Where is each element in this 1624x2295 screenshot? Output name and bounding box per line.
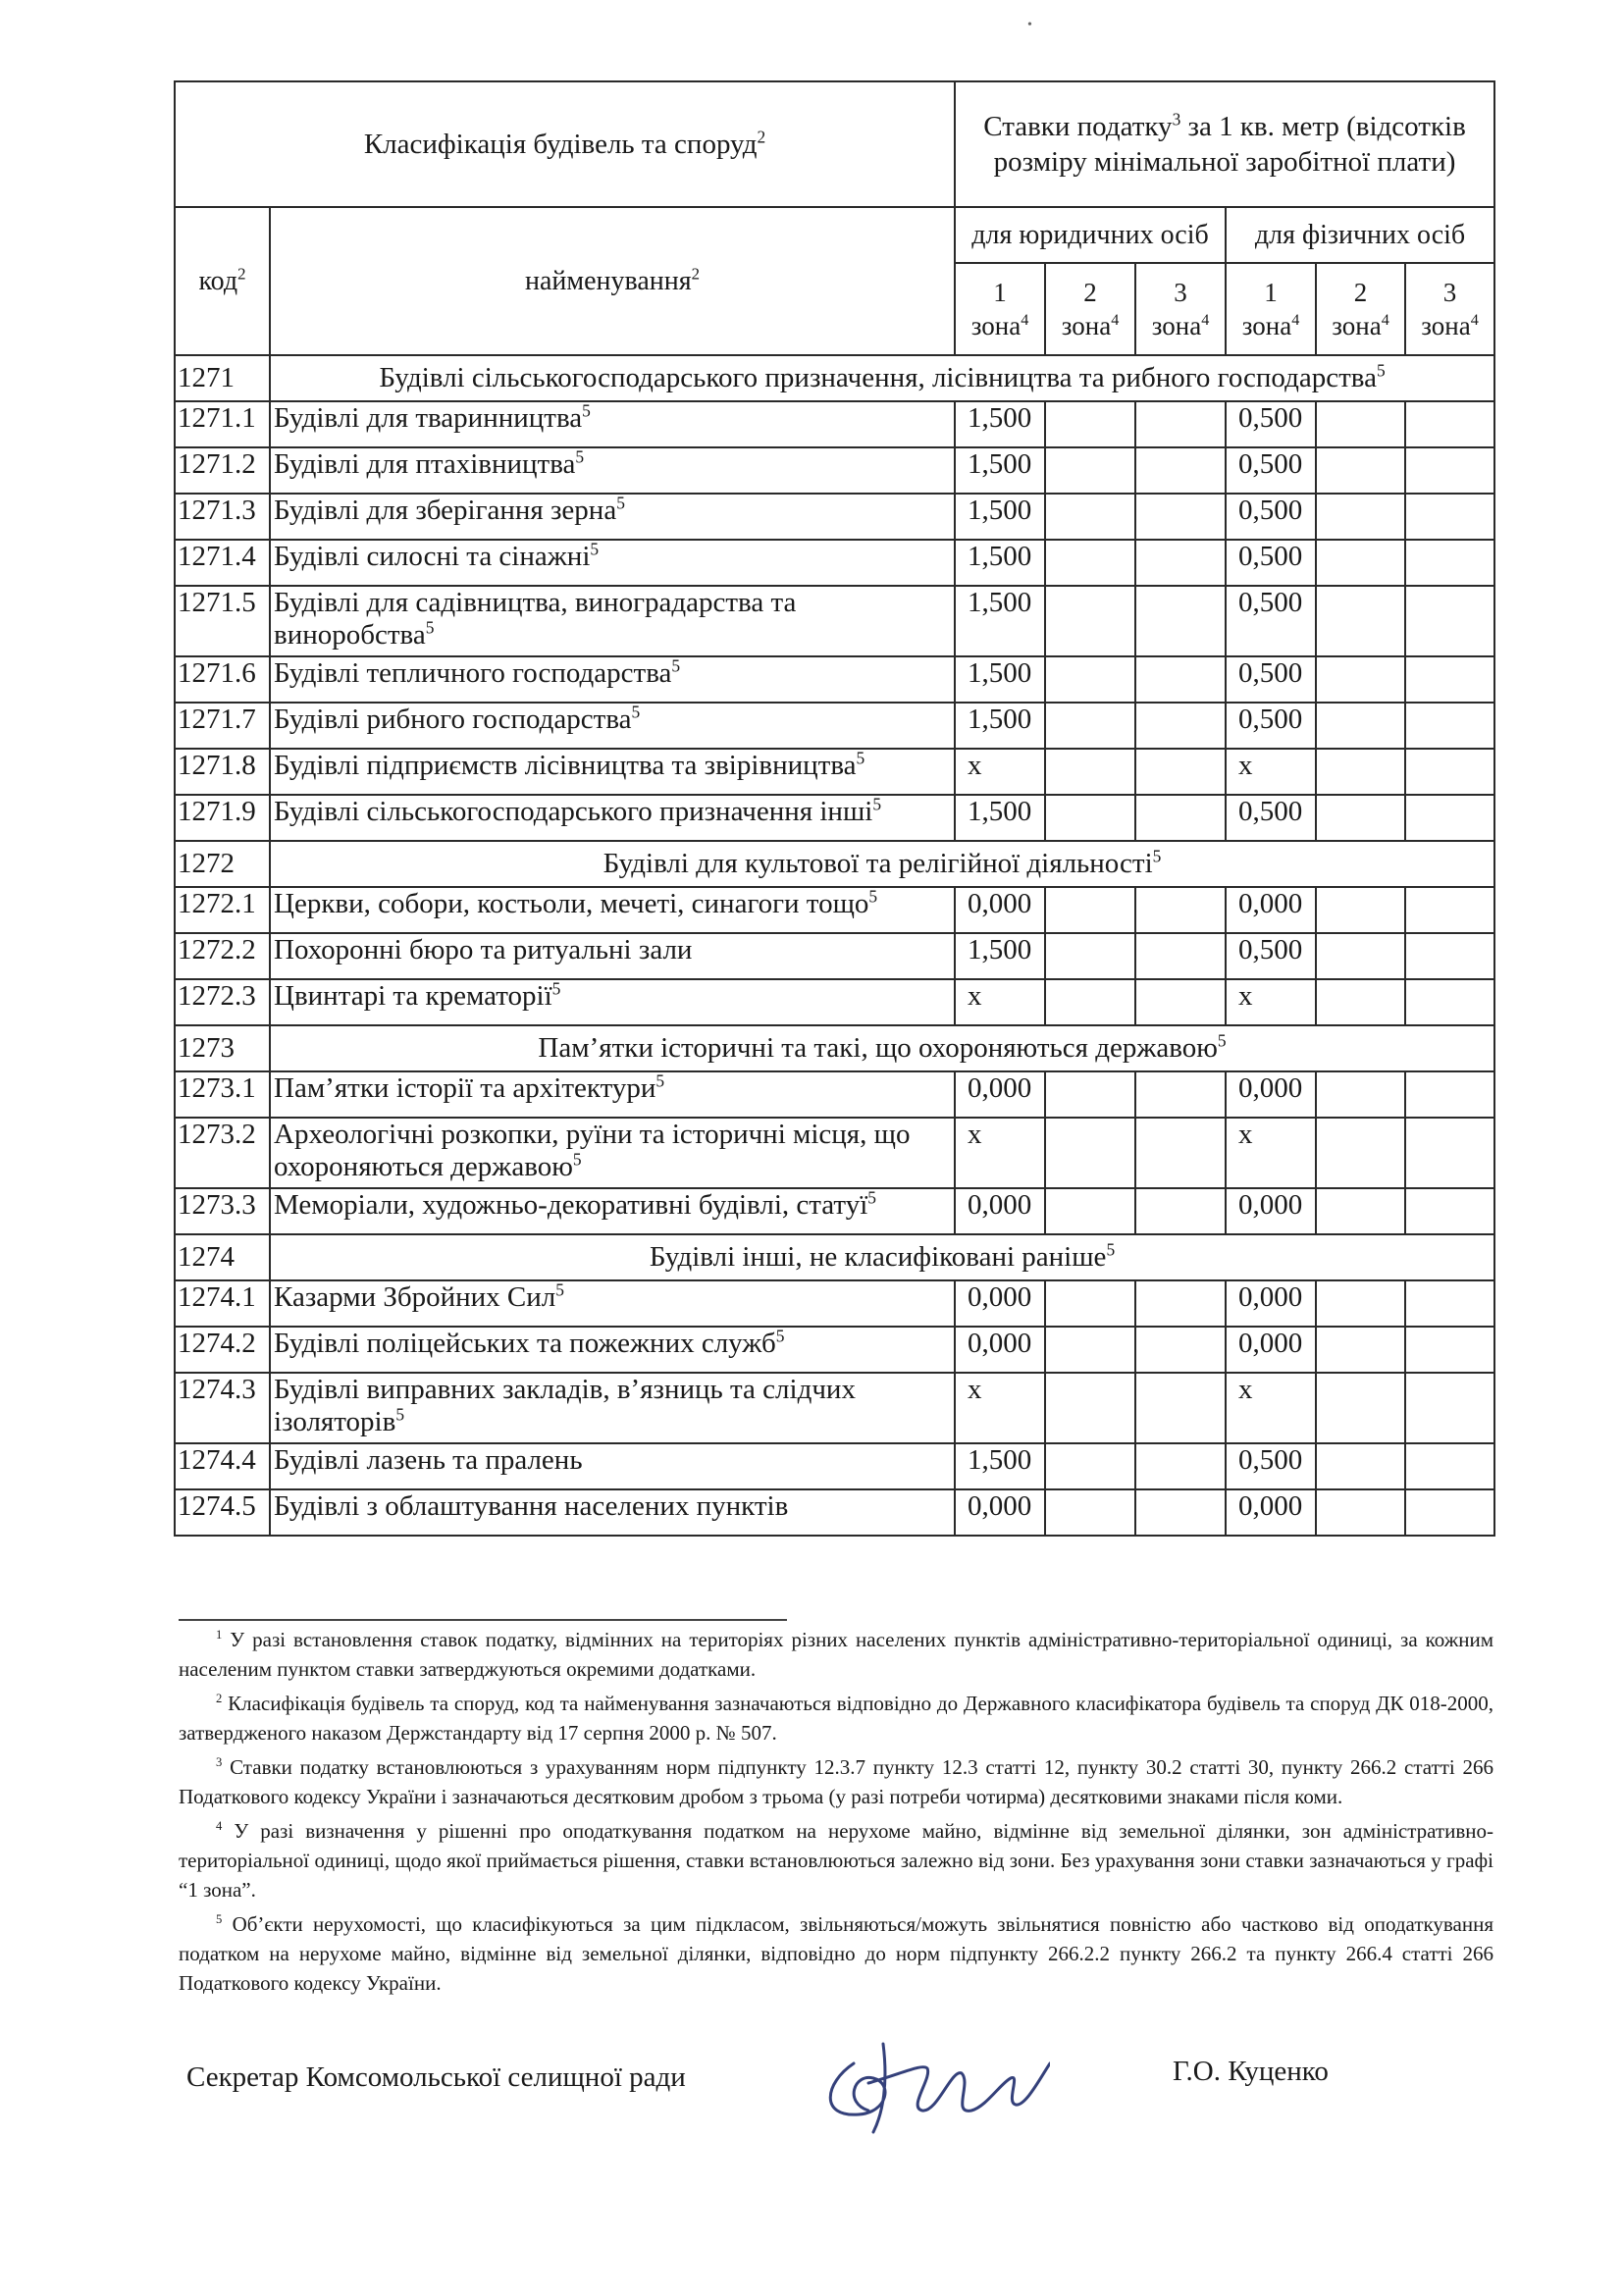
- individual-zone1-rate: x: [1226, 1118, 1316, 1188]
- legal-zone2-rate: [1045, 749, 1135, 795]
- legal-zone2-rate: [1045, 933, 1135, 979]
- legal-zone1-rate: 1,500: [955, 656, 1045, 703]
- signatory-position: Секретар Комсомольської селищної ради: [186, 2061, 686, 2093]
- classification-header: Класифікація будівель та споруд$^2$: [175, 81, 955, 207]
- row-name: Будівлі тепличного господарства$^5$: [270, 656, 955, 703]
- zone-header: 2 зона$^4$: [1045, 263, 1135, 355]
- row-name: Будівлі з облаштування населених пунктів: [270, 1489, 955, 1536]
- row-code: 1273.3: [175, 1188, 270, 1234]
- legal-zone2-rate: [1045, 447, 1135, 494]
- individual-zone2-rate: [1316, 401, 1405, 447]
- individuals-header: для фізичних осіб: [1226, 207, 1494, 263]
- row-code: 1273.1: [175, 1071, 270, 1118]
- row-code: 1272.3: [175, 979, 270, 1025]
- legal-zone3-rate: [1135, 1489, 1226, 1536]
- legal-zone2-rate: [1045, 494, 1135, 540]
- row-name: Пам’ятки історії та архітектури$^5$: [270, 1071, 955, 1118]
- legal-zone1-rate: 1,500: [955, 1443, 1045, 1489]
- individual-zone3-rate: [1405, 887, 1494, 933]
- table-row: [175, 1071, 1494, 1118]
- section-code: 1274: [175, 1234, 270, 1280]
- row-name: Цвинтарі та крематорії$^5$: [270, 979, 955, 1025]
- individual-zone3-rate: [1405, 586, 1494, 656]
- legal-zone2-rate: [1045, 1280, 1135, 1327]
- individual-zone3-rate: [1405, 1327, 1494, 1373]
- individual-zone3-rate: [1405, 1118, 1494, 1188]
- scan-dot: •: [1027, 18, 1032, 32]
- individual-zone2-rate: [1316, 795, 1405, 841]
- individual-zone2-rate: [1316, 1489, 1405, 1536]
- legal-zone2-rate: [1045, 1489, 1135, 1536]
- section-row: [175, 355, 1494, 401]
- row-code: 1274.5: [175, 1489, 270, 1536]
- row-name: Будівлі лазень та пралень: [270, 1443, 955, 1489]
- individual-zone3-rate: [1405, 1489, 1494, 1536]
- footnote-divider: [179, 1619, 787, 1621]
- section-row: [175, 1234, 1494, 1280]
- row-code: 1271.9: [175, 795, 270, 841]
- legal-zone1-rate: 1,500: [955, 494, 1045, 540]
- row-name: Будівлі для птахівництва$^5$: [270, 447, 955, 494]
- legal-zone2-rate: [1045, 401, 1135, 447]
- row-code: 1274.1: [175, 1280, 270, 1327]
- section-title: Пам’ятки історичні та такі, що охороняються державою$^5$: [270, 1025, 1494, 1071]
- tax-rates-table: [174, 80, 1495, 1537]
- legal-zone1-rate: 1,500: [955, 795, 1045, 841]
- legal-zone3-rate: [1135, 1188, 1226, 1234]
- individual-zone3-rate: [1405, 1373, 1494, 1443]
- legal-zone2-rate: [1045, 656, 1135, 703]
- individual-zone1-rate: 0,500: [1226, 447, 1316, 494]
- legal-zone1-rate: 0,000: [955, 1280, 1045, 1327]
- row-name: Археологічні розкопки, руїни та історичні місця, що охороняються державою$^5$: [270, 1118, 955, 1188]
- individual-zone3-rate: [1405, 1071, 1494, 1118]
- row-name: Будівлі силосні та сінажні$^5$: [270, 540, 955, 586]
- table-row: [175, 1188, 1494, 1234]
- individual-zone3-rate: [1405, 540, 1494, 586]
- individual-zone3-rate: [1405, 401, 1494, 447]
- section-row: [175, 841, 1494, 887]
- individual-zone3-rate: [1405, 656, 1494, 703]
- row-name: Будівлі для садівництва, виноградарства та виноробства$^5$: [270, 586, 955, 656]
- legal-zone1-rate: 0,000: [955, 887, 1045, 933]
- individual-zone1-rate: 0,000: [1226, 1327, 1316, 1373]
- table-row: [175, 979, 1494, 1025]
- code-header: код$^2$: [175, 207, 270, 355]
- legal-zone1-rate: x: [955, 749, 1045, 795]
- individual-zone3-rate: [1405, 979, 1494, 1025]
- individual-zone1-rate: x: [1226, 979, 1316, 1025]
- legal-zone1-rate: x: [955, 1373, 1045, 1443]
- legal-zone2-rate: [1045, 1071, 1135, 1118]
- row-code: 1272.2: [175, 933, 270, 979]
- legal-zone2-rate: [1045, 1188, 1135, 1234]
- individual-zone2-rate: [1316, 586, 1405, 656]
- legal-zone1-rate: 0,000: [955, 1188, 1045, 1234]
- handwritten-signature: [814, 2024, 1050, 2142]
- row-name: Будівлі сільськогосподарського призначення інші$^5$: [270, 795, 955, 841]
- individual-zone2-rate: [1316, 1118, 1405, 1188]
- individual-zone2-rate: [1316, 1071, 1405, 1118]
- legal-zone2-rate: [1045, 540, 1135, 586]
- legal-zone2-rate: [1045, 1118, 1135, 1188]
- zone-header: 2 зона$^4$: [1316, 263, 1405, 355]
- individual-zone2-rate: [1316, 933, 1405, 979]
- individual-zone2-rate: [1316, 979, 1405, 1025]
- individual-zone2-rate: [1316, 1188, 1405, 1234]
- legal-zone3-rate: [1135, 586, 1226, 656]
- individual-zone1-rate: 0,000: [1226, 1489, 1316, 1536]
- table-row: [175, 1443, 1494, 1489]
- legal-zone1-rate: 1,500: [955, 703, 1045, 749]
- row-code: 1271.5: [175, 586, 270, 656]
- individual-zone2-rate: [1316, 447, 1405, 494]
- row-code: 1273.2: [175, 1118, 270, 1188]
- table-row: [175, 749, 1494, 795]
- row-code: 1274.4: [175, 1443, 270, 1489]
- zone-header: 3 зона$^4$: [1135, 263, 1226, 355]
- row-name: Церкви, собори, костьоли, мечеті, синагоги тощо$^5$: [270, 887, 955, 933]
- individual-zone3-rate: [1405, 795, 1494, 841]
- legal-zone1-rate: x: [955, 1118, 1045, 1188]
- footnote: $^4$ У разі визначення у рішенні про оподаткування податком на нерухоме майно, відмінне від земельної ділянки, зон адміністративно-територіальної одиниці, щодо якої приймається рішення, ставки встановлюються залежно від зони. Без урахування зони ставки зазначаються у графі “1 зона”.: [179, 1819, 1493, 1902]
- legal-zone1-rate: 1,500: [955, 401, 1045, 447]
- row-name: Будівлі поліцейських та пожежних служб$^5$: [270, 1327, 955, 1373]
- individual-zone3-rate: [1405, 749, 1494, 795]
- individual-zone1-rate: 0,000: [1226, 887, 1316, 933]
- individual-zone3-rate: [1405, 1443, 1494, 1489]
- legal-zone1-rate: 1,500: [955, 586, 1045, 656]
- individual-zone2-rate: [1316, 703, 1405, 749]
- legal-zone3-rate: [1135, 703, 1226, 749]
- table-row: [175, 795, 1494, 841]
- individual-zone3-rate: [1405, 447, 1494, 494]
- row-code: 1271.1: [175, 401, 270, 447]
- row-code: 1271.6: [175, 656, 270, 703]
- legal-zone2-rate: [1045, 795, 1135, 841]
- individual-zone3-rate: [1405, 1280, 1494, 1327]
- legal-zone1-rate: 1,500: [955, 447, 1045, 494]
- individual-zone3-rate: [1405, 494, 1494, 540]
- table-row: [175, 586, 1494, 656]
- individual-zone1-rate: 0,500: [1226, 540, 1316, 586]
- footnote: $^1$ У разі встановлення ставок податку, відмінних на територіях різних населених пунктів адміністративно-територіальної одиниці, за кожним населеним пунктом ставки затверджуються окремими додатками.: [179, 1628, 1494, 1681]
- section-title: Будівлі сільськогосподарського призначення, лісівництва та рибного господарства$^5$: [270, 355, 1494, 401]
- individual-zone1-rate: 0,000: [1226, 1280, 1316, 1327]
- row-name: Казарми Збройних Сил$^5$: [270, 1280, 955, 1327]
- legal-zone3-rate: [1135, 447, 1226, 494]
- table-row: [175, 703, 1494, 749]
- individual-zone1-rate: 0,500: [1226, 586, 1316, 656]
- row-name: Похоронні бюро та ритуальні зали: [270, 933, 955, 979]
- footnote: $^5$ Об’єкти нерухомості, що класифікуються за цим підкласом, звільняються/можуть звільнятися повністю або частково від оподаткування податком на нерухоме майно, відмінне від земельної ділянки, відповідно до норм підпункту 266.2.2 пункту 266.2 та пункту 266.4 статті 266 Податкового кодексу України.: [179, 1912, 1493, 1995]
- legal-zone3-rate: [1135, 656, 1226, 703]
- signature-block: [186, 2046, 1364, 2134]
- legal-zone2-rate: [1045, 586, 1135, 656]
- legal-zone3-rate: [1135, 795, 1226, 841]
- legal-zone3-rate: [1135, 540, 1226, 586]
- table-row: [175, 1327, 1494, 1373]
- footnote: $^3$ Ставки податку встановлюються з урахуванням норм підпункту 12.3.7 пункту 12.3 статті 12, пункту 30.2 статті 30, пункту 266.2 статті 266 Податкового кодексу України і зазначаються десятковим дробом з трьома (у разі потреби чотирма) десятковими знаками після коми.: [179, 1755, 1494, 1808]
- individual-zone2-rate: [1316, 1327, 1405, 1373]
- zone-header: 1 зона$^4$: [955, 263, 1045, 355]
- legal-zone3-rate: [1135, 494, 1226, 540]
- section-title: Будівлі інші, не класифіковані раніше$^5$: [270, 1234, 1494, 1280]
- individual-zone1-rate: 0,500: [1226, 656, 1316, 703]
- row-name: Меморіали, художньо-декоративні будівлі, статуї$^5$: [270, 1188, 955, 1234]
- legal-zone2-rate: [1045, 887, 1135, 933]
- legal-entities-header: для юридичних осіб: [955, 207, 1226, 263]
- rates-header: Ставки податку$^3$ за 1 кв. метр (відсотків розміру мінімальної заробітної плати): [955, 81, 1494, 207]
- legal-zone2-rate: [1045, 1327, 1135, 1373]
- signatory-name: Г.О. Куценко: [1173, 2056, 1329, 2087]
- section-code: 1273: [175, 1025, 270, 1071]
- legal-zone3-rate: [1135, 401, 1226, 447]
- legal-zone3-rate: [1135, 1280, 1226, 1327]
- individual-zone1-rate: 0,500: [1226, 703, 1316, 749]
- legal-zone3-rate: [1135, 887, 1226, 933]
- section-row: [175, 1025, 1494, 1071]
- row-code: 1271.2: [175, 447, 270, 494]
- legal-zone2-rate: [1045, 1373, 1135, 1443]
- legal-zone3-rate: [1135, 933, 1226, 979]
- row-code: 1274.2: [175, 1327, 270, 1373]
- row-code: 1271.7: [175, 703, 270, 749]
- legal-zone3-rate: [1135, 749, 1226, 795]
- table-row: [175, 1489, 1494, 1536]
- individual-zone2-rate: [1316, 656, 1405, 703]
- table-row: [175, 494, 1494, 540]
- row-code: 1274.3: [175, 1373, 270, 1443]
- legal-zone3-rate: [1135, 979, 1226, 1025]
- individual-zone2-rate: [1316, 1280, 1405, 1327]
- table-row: [175, 1118, 1494, 1188]
- section-code: 1272: [175, 841, 270, 887]
- row-code: 1271.8: [175, 749, 270, 795]
- individual-zone1-rate: 0,500: [1226, 494, 1316, 540]
- table-row: [175, 656, 1494, 703]
- individual-zone1-rate: 0,000: [1226, 1071, 1316, 1118]
- row-name: Будівлі рибного господарства$^5$: [270, 703, 955, 749]
- table-row: [175, 1280, 1494, 1327]
- individual-zone3-rate: [1405, 933, 1494, 979]
- legal-zone3-rate: [1135, 1327, 1226, 1373]
- legal-zone3-rate: [1135, 1071, 1226, 1118]
- section-title: Будівлі для культової та релігійної діяльності$^5$: [270, 841, 1494, 887]
- table-row: [175, 1373, 1494, 1443]
- table-row: [175, 447, 1494, 494]
- row-name: Будівлі виправних закладів, в’язниць та слідчих ізоляторів$^5$: [270, 1373, 955, 1443]
- footnote: $^2$ Класифікація будівель та споруд, код та найменування зазначаються відповідно до Державного класифікатора будівель та споруд ДК 018-2000, затвердженого наказом Держстандарту від 17 серпня 2000 р. № 507.: [179, 1692, 1493, 1745]
- individual-zone1-rate: x: [1226, 749, 1316, 795]
- individual-zone3-rate: [1405, 703, 1494, 749]
- legal-zone1-rate: 1,500: [955, 540, 1045, 586]
- legal-zone1-rate: 0,000: [955, 1071, 1045, 1118]
- individual-zone1-rate: 0,500: [1226, 933, 1316, 979]
- individual-zone3-rate: [1405, 1188, 1494, 1234]
- row-code: 1271.3: [175, 494, 270, 540]
- table-row: [175, 401, 1494, 447]
- legal-zone1-rate: 0,000: [955, 1327, 1045, 1373]
- individual-zone2-rate: [1316, 749, 1405, 795]
- individual-zone2-rate: [1316, 1443, 1405, 1489]
- legal-zone2-rate: [1045, 703, 1135, 749]
- individual-zone1-rate: 0,500: [1226, 795, 1316, 841]
- name-header: найменування$^2$: [270, 207, 955, 355]
- individual-zone2-rate: [1316, 1373, 1405, 1443]
- legal-zone1-rate: 1,500: [955, 933, 1045, 979]
- individual-zone1-rate: x: [1226, 1373, 1316, 1443]
- table-row: [175, 540, 1494, 586]
- section-code: 1271: [175, 355, 270, 401]
- table-row: [175, 933, 1494, 979]
- zone-header: 1 зона$^4$: [1226, 263, 1316, 355]
- legal-zone3-rate: [1135, 1373, 1226, 1443]
- legal-zone1-rate: 0,000: [955, 1489, 1045, 1536]
- individual-zone2-rate: [1316, 494, 1405, 540]
- zone-header: 3 зона$^4$: [1405, 263, 1494, 355]
- row-name: Будівлі для зберігання зерна$^5$: [270, 494, 955, 540]
- row-name: Будівлі для тваринництва$^5$: [270, 401, 955, 447]
- individual-zone1-rate: 0,000: [1226, 1188, 1316, 1234]
- legal-zone3-rate: [1135, 1443, 1226, 1489]
- row-code: 1272.1: [175, 887, 270, 933]
- individual-zone2-rate: [1316, 540, 1405, 586]
- row-name: Будівлі підприємств лісівництва та звірівництва$^5$: [270, 749, 955, 795]
- individual-zone1-rate: 0,500: [1226, 401, 1316, 447]
- individual-zone2-rate: [1316, 887, 1405, 933]
- legal-zone3-rate: [1135, 1118, 1226, 1188]
- legal-zone2-rate: [1045, 1443, 1135, 1489]
- legal-zone2-rate: [1045, 979, 1135, 1025]
- footnotes: [179, 1625, 1493, 2003]
- table-row: [175, 887, 1494, 933]
- row-code: 1271.4: [175, 540, 270, 586]
- legal-zone1-rate: x: [955, 979, 1045, 1025]
- individual-zone1-rate: 0,500: [1226, 1443, 1316, 1489]
